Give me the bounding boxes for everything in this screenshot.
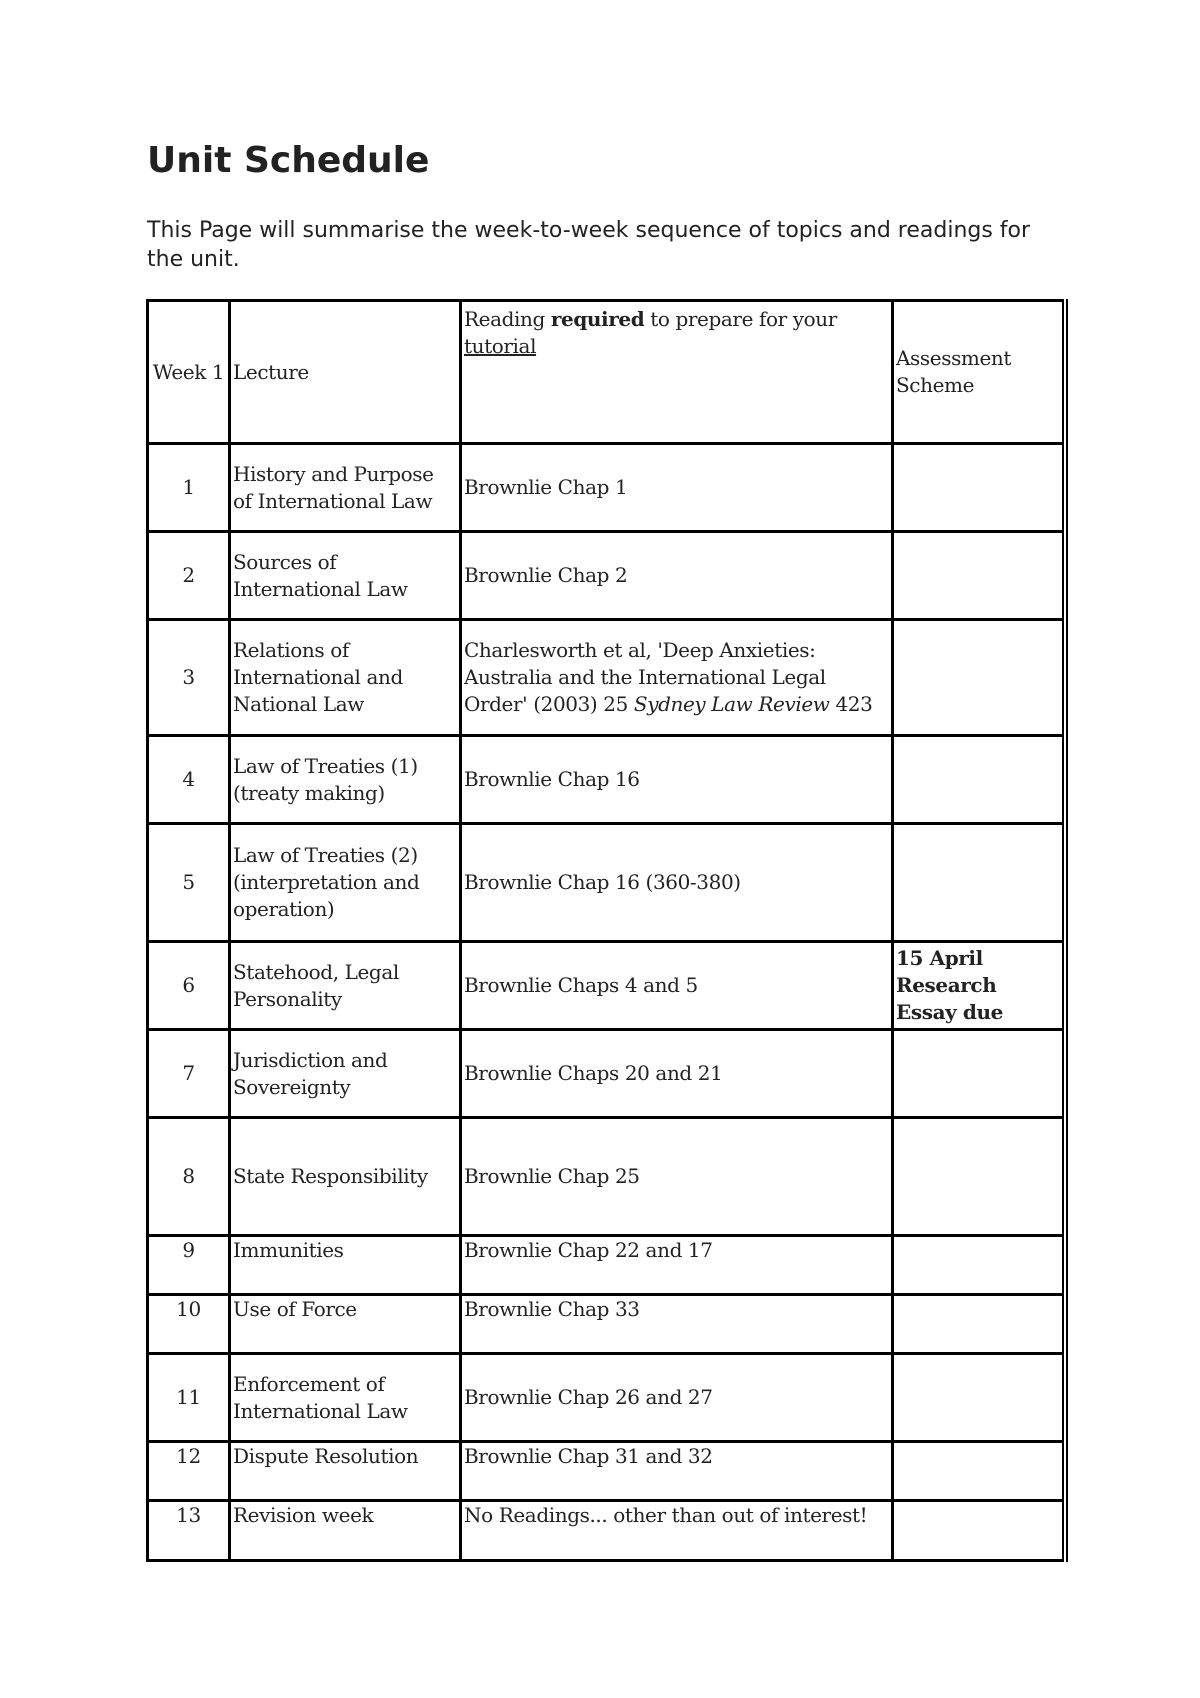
header-reading-tutorial: tutorial [464,334,537,358]
reading-cell: Brownlie Chap 16 [461,736,893,824]
intro-text: This Page will summarise the week-to-week sequence of topics and readings for the unit. [147,218,1031,272]
reading-cell: Brownlie Chap 26 and 27 [461,1354,893,1442]
week-cell: 7 [148,1030,230,1118]
header-reading-mid: to prepare for your [644,307,837,331]
table-row [148,824,1065,942]
week-cell: 10 [148,1295,230,1354]
table-row [148,532,1065,620]
week-cell: 13 [148,1501,230,1561]
journal-title: Sydney Law Review [633,692,830,716]
lecture-cell: Enforcement of International Law [230,1354,461,1442]
assessment-cell [893,1295,1065,1354]
header-reading-pre: Reading [464,307,551,331]
week-cell: 11 [148,1354,230,1442]
reading-cell: Brownlie Chap 2 [461,532,893,620]
lecture-cell: Sources of International Law [230,532,461,620]
reading-cell: Brownlie Chap 33 [461,1295,893,1354]
assessment-cell [893,824,1065,942]
lecture-cell: Use of Force [230,1295,461,1354]
reading-cell: No Readings... other than out of interest! [461,1501,893,1561]
table-row [148,444,1065,532]
header-week: Week 1 [148,301,230,444]
reading-cell: Brownlie Chap 16 (360-380) [461,824,893,942]
table-row [148,942,1065,1030]
reading-cell: Brownlie Chaps 20 and 21 [461,1030,893,1118]
lecture-cell: State Responsibility [230,1118,461,1236]
reading-cell: Brownlie Chaps 4 and 5 [461,942,893,1030]
assessment-cell: 15 April Research Essay due [893,942,1065,1030]
week-cell: 9 [148,1236,230,1295]
week-cell: 6 [148,942,230,1030]
week-cell: 12 [148,1442,230,1501]
week-cell: 5 [148,824,230,942]
lecture-cell: Relations of International and National Law [230,620,461,736]
assessment-cell [893,1501,1065,1561]
assessment-cell [893,620,1065,736]
table-row [148,1295,1065,1354]
lecture-cell: Law of Treaties (2) (interpretation and operation) [230,824,461,942]
reading-cell [461,620,893,736]
table-row [148,620,1065,736]
reading-citation: Charlesworth et al, 'Deep Anxieties: Australia and the International Legal Order' (2003) 25 [464,638,826,716]
table-row [148,1442,1065,1501]
reading-cell: Brownlie Chap 31 and 32 [461,1442,893,1501]
reading-cell: Brownlie Chap 22 and 17 [461,1236,893,1295]
lecture-cell: Dispute Resolution [230,1442,461,1501]
week-cell: 4 [148,736,230,824]
lecture-cell: Immunities [230,1236,461,1295]
assessment-cell [893,1030,1065,1118]
header-lecture: Lecture [230,301,461,444]
table-row [148,1118,1065,1236]
table-row [148,1354,1065,1442]
lecture-cell: Law of Treaties (1) (treaty making) [230,736,461,824]
week-cell: 2 [148,532,230,620]
header-reading [461,301,893,444]
table-row [148,736,1065,824]
lecture-cell: Statehood, Legal Personality [230,942,461,1030]
table-row [148,1030,1065,1118]
table-row [148,1501,1065,1561]
assessment-cell [893,1236,1065,1295]
week-cell: 3 [148,620,230,736]
week-cell: 8 [148,1118,230,1236]
assessment-cell [893,1118,1065,1236]
assessment-cell [893,736,1065,824]
lecture-cell: Jurisdiction and Sovereignty [230,1030,461,1118]
reading-cell: Brownlie Chap 25 [461,1118,893,1236]
assessment-cell [893,1442,1065,1501]
reading-page: 423 [829,692,873,716]
table-header-row [148,301,1065,444]
week-cell: 1 [148,444,230,532]
page-title: Unit Schedule [147,140,430,181]
reading-cell: Brownlie Chap 1 [461,444,893,532]
lecture-cell: Revision week [230,1501,461,1561]
unit-schedule-table [146,299,1068,1562]
assessment-cell [893,444,1065,532]
table-row [148,1236,1065,1295]
assessment-cell [893,1354,1065,1442]
header-assessment: Assessment Scheme [893,301,1065,444]
header-reading-required: required [550,307,645,331]
assessment-cell [893,532,1065,620]
lecture-cell: History and Purpose of International Law [230,444,461,532]
